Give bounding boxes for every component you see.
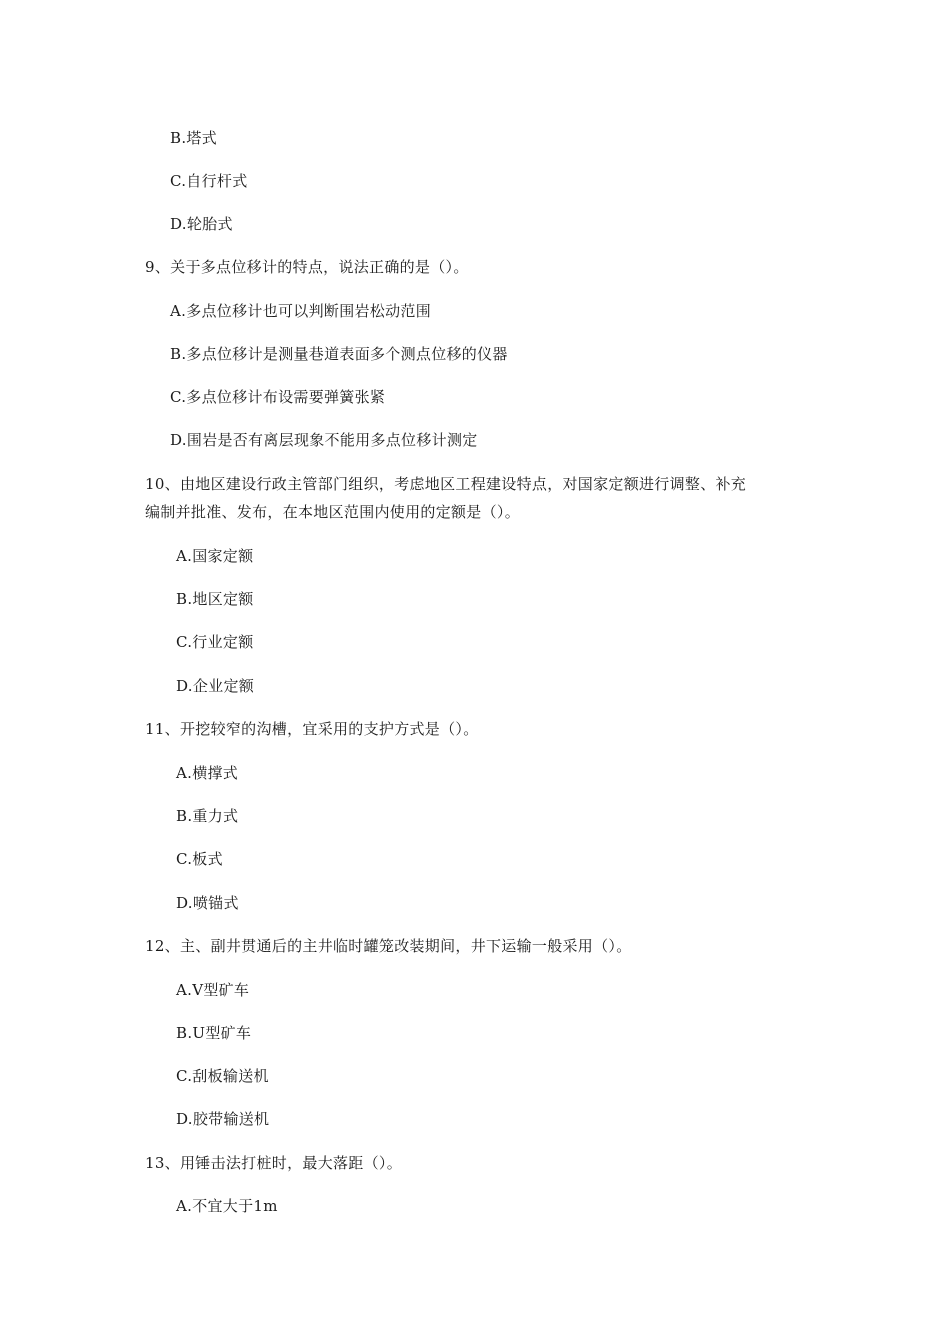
option-q13-a: A.不宜大于1m [176, 1197, 278, 1215]
option-q8-c: C.自行杆式 [170, 172, 248, 190]
question-10-line-1: 10、由地区建设行政主管部门组织，考虑地区工程建设特点，对国家定额进行调整、补充 [145, 475, 747, 493]
option-q11-d: D.喷锚式 [176, 894, 239, 912]
option-q10-c: C.行业定额 [176, 633, 254, 651]
option-q12-b: B.U型矿车 [176, 1024, 252, 1042]
option-q11-a: A.横撑式 [176, 764, 239, 782]
question-11: 11、开挖较窄的沟槽，宜采用的支护方式是（）。 [145, 720, 479, 738]
option-q9-c: C.多点位移计布设需要弹簧张紧 [170, 388, 386, 406]
option-q12-a: A.V型矿车 [176, 981, 250, 999]
question-10-line-2: 编制并批准、发布，在本地区范围内使用的定额是（）。 [145, 503, 521, 521]
option-q10-a: A.国家定额 [176, 547, 254, 565]
option-q9-a: A.多点位移计也可以判断围岩松动范围 [170, 302, 432, 320]
question-12: 12、主、副井贯通后的主井临时罐笼改装期间，井下运输一般采用（）。 [145, 937, 632, 955]
question-9: 9、关于多点位移计的特点，说法正确的是（）。 [145, 258, 469, 276]
option-q10-d: D.企业定额 [176, 677, 255, 695]
option-q12-c: C.刮板输送机 [176, 1067, 269, 1085]
option-q12-d: D.胶带输送机 [176, 1110, 270, 1128]
option-q8-d: D.轮胎式 [170, 215, 233, 233]
option-q8-b: B.塔式 [170, 129, 217, 147]
question-13: 13、用锤击法打桩时，最大落距（）。 [145, 1154, 402, 1172]
option-q10-b: B.地区定额 [176, 590, 254, 608]
option-q11-b: B.重力式 [176, 807, 239, 825]
option-q11-c: C.板式 [176, 850, 223, 868]
option-q9-b: B.多点位移计是测量巷道表面多个测点位移的仪器 [170, 345, 508, 363]
option-q9-d: D.围岩是否有离层现象不能用多点位移计测定 [170, 431, 478, 449]
